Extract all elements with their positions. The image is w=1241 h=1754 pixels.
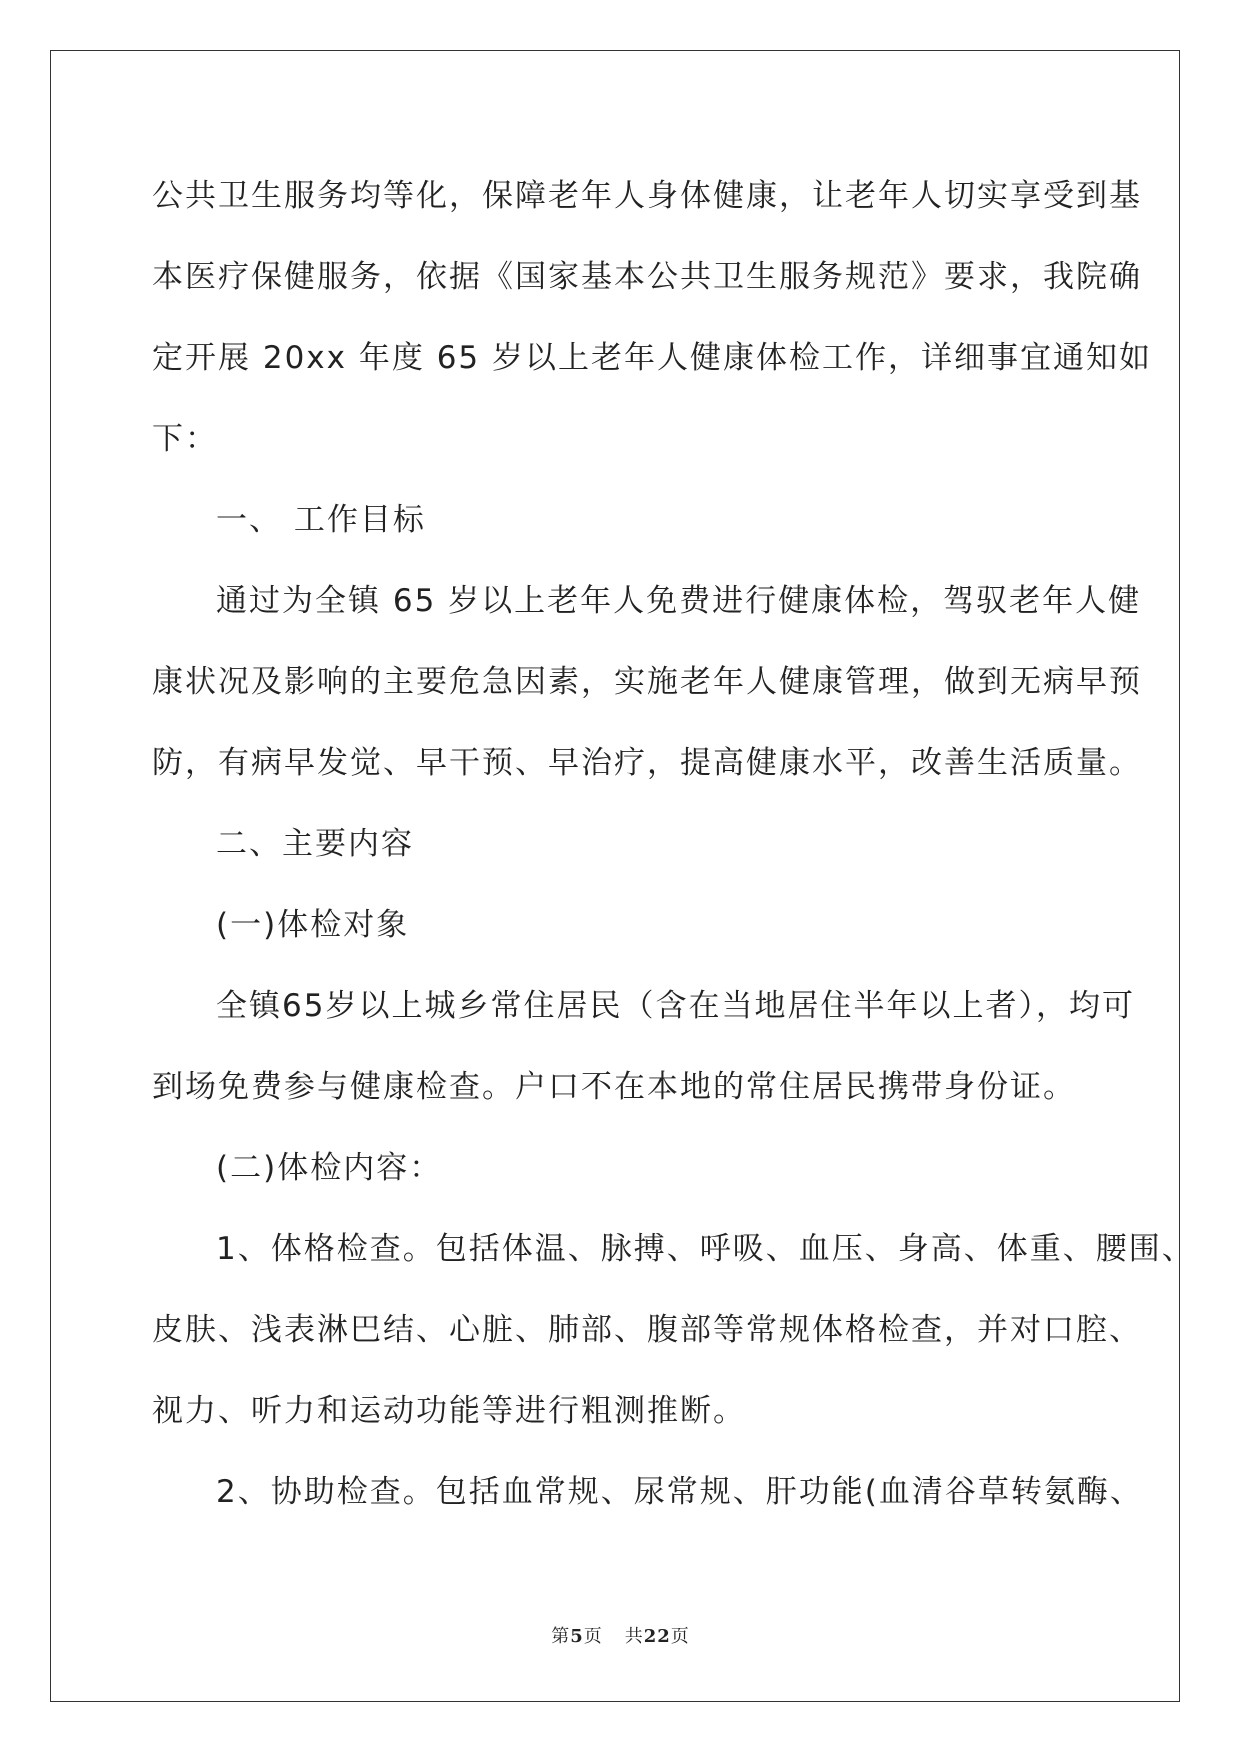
text-line: 2、协助检查。包括血常规、尿常规、肝功能(血清谷草转氨酶、 — [216, 1474, 1143, 1510]
subsection-heading: (二)体检内容： — [216, 1150, 443, 1186]
text-line: 公共卫生服务均等化，保障老年人身体健康，让老年人切实享受到基 — [152, 178, 1142, 214]
text-line: 康状况及影响的主要危急因素，实施老年人健康管理，做到无病早预 — [152, 664, 1142, 700]
subsection-heading: (一)体检对象 — [216, 907, 410, 943]
text-line: 皮肤、浅表淋巴结、心脏、肺部、腹部等常规体格检查，并对口腔、 — [152, 1312, 1142, 1348]
text-line: 1、体格检查。包括体温、脉搏、呼吸、血压、身高、体重、腰围、 — [216, 1231, 1195, 1267]
text-line: 到场免费参与健康检查。户口不在本地的常住居民携带身份证。 — [152, 1069, 1076, 1105]
footer-total-suffix: 页 — [670, 1626, 690, 1647]
page-footer — [0, 1622, 1241, 1648]
document-body — [152, 156, 1195, 1533]
footer-page-suffix: 页 — [583, 1626, 603, 1647]
text-line: 定开展 20xx 年度 65 岁以上老年人健康体检工作，详细事宜通知如 — [152, 340, 1152, 376]
text-line: 全镇65岁以上城乡常住居民（含在当地居住半年以上者），均可 — [216, 988, 1135, 1024]
text-line: 防，有病早发觉、早干预、早治疗，提高健康水平，改善生活质量。 — [152, 745, 1142, 781]
section-heading: 二、主要内容 — [216, 826, 414, 862]
footer-total-prefix: 共 — [624, 1626, 644, 1647]
text-line: 本医疗保健服务，依据《国家基本公共卫生服务规范》要求，我院确 — [152, 259, 1142, 295]
text-line: 通过为全镇 65 岁以上老年人免费进行健康体检，驾驭老年人健 — [216, 583, 1142, 619]
footer-page-prefix: 第 — [551, 1626, 571, 1647]
footer-total-pages: 22 — [643, 1626, 671, 1647]
text-line: 视力、听力和运动功能等进行粗测推断。 — [152, 1393, 746, 1429]
text-line: 下： — [152, 421, 218, 457]
footer-page-number: 5 — [570, 1626, 584, 1647]
section-heading: 一、 工作目标 — [216, 502, 426, 538]
